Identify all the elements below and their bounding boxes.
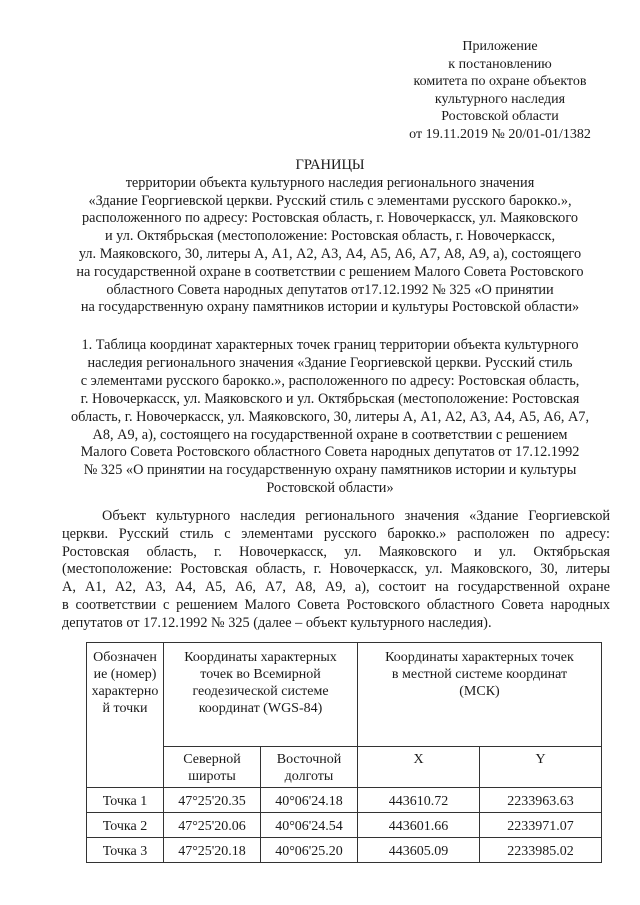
appendix-date-line: от 19.11.2019 № 20/01-01/1382 (409, 126, 591, 142)
section-line: область, г. Новочеркасск, ул. Маяковского, 30, литеры А, А1, А2, А3, А4, А5, А6, А7, (70, 408, 590, 425)
body-paragraph (62, 508, 610, 633)
header-text: (МСК) (459, 684, 500, 699)
section-line: г. Новочеркасск, ул. Маяковского и ул. Октябрьская (местоположение: Ростовская (80, 390, 580, 407)
x-value: 443605.09 (358, 838, 480, 863)
header-text: точек во Всемирной (200, 667, 321, 682)
appendix-line: комитета по охране объектов (413, 74, 587, 90)
header-latitude (164, 747, 261, 788)
title-line: территории объекта культурного наследия регионального значения (125, 174, 535, 191)
header-point-designation (87, 643, 164, 788)
section-line: с элементами русского барокко.», расположенного по адресу: Ростовская область, (80, 372, 580, 389)
header-text: Восточной (276, 752, 342, 767)
paragraph-line: А, А1, А2, А3, А4, А5, А6, А7, А8, А9, а), состоит на государственной охране (62, 579, 610, 596)
appendix-line: к постановлению (448, 56, 552, 72)
table-header-row (87, 643, 602, 747)
header-x: X (358, 747, 480, 788)
longitude-value: 40°06'25.20 (261, 838, 358, 863)
paragraph-line: в соответствии с решением Малого Совета Ростовского областного Совета народных (62, 596, 610, 613)
appendix-line: культурного наследия (434, 91, 566, 107)
title-line: и ул. Октябрьская (местоположение: Ростовская область, г. Новочеркасск, (104, 228, 556, 245)
section-line: наследия регионального значения «Здание Георгиевской церкви. Русский стиль (87, 354, 573, 371)
section-line: А8, А9, а), состоящего на государственной охране в соответствии с решением (92, 426, 568, 443)
header-text: широты (188, 769, 236, 784)
paragraph-line: (местоположение: Ростовская область, г. Новочеркасск, ул. Маяковского, 30, литеры (62, 561, 610, 578)
section-line: Малого Совета Ростовского областного Совета народных депутатов от 17.12.1992 (80, 444, 580, 461)
header-text: долготы (284, 769, 334, 784)
table-row (87, 788, 602, 813)
header-text: й точки (102, 701, 148, 716)
section-line: 1. Таблица координат характерных точек границ территории объекта культурного (81, 337, 579, 353)
paragraph-line: церкви. Русский стиль с элементами русского барокко.» расположен по адресу: (62, 525, 610, 542)
y-value: 2233985.02 (480, 838, 602, 863)
title-line: расположенного по адресу: Ростовская область, г. Новочеркасск, ул. Маяковского (82, 210, 578, 227)
title-line: «Здание Георгиевской церкви. Русский стиль с элементами русского барокко.», (88, 192, 572, 209)
latitude-value: 47°25'20.06 (164, 813, 261, 838)
longitude-value: 40°06'24.54 (261, 813, 358, 838)
header-wgs84-group (164, 643, 358, 747)
appendix-line: Приложение (462, 39, 538, 54)
title-line: на государственной охране в соответствии с решением Малого Совета Ростовского (76, 263, 584, 280)
section-line: № 325 «О принятии на государственную охрану памятников истории и культуры (83, 462, 577, 479)
x-value: 443601.66 (358, 813, 480, 838)
header-msk-group (358, 643, 602, 747)
point-name: Точка 3 (87, 838, 164, 863)
paragraph-line: Объект культурного наследия регионального значения «Здание Георгиевской (102, 508, 610, 524)
y-value: 2233963.63 (480, 788, 602, 813)
document-heading: ГРАНИЦЫ (295, 157, 365, 173)
x-value: 443610.72 (358, 788, 480, 813)
document-title-block (40, 157, 620, 317)
latitude-value: 47°25'20.18 (164, 838, 261, 863)
header-text: координат (WGS-84) (198, 701, 323, 716)
header-longitude (261, 747, 358, 788)
header-text: Обозначен (93, 650, 157, 665)
paragraph-line: депутатов от 17.12.1992 № 325 (далее – объект культурного наследия). (62, 614, 492, 631)
title-line: областного Совета народных депутатов от17.12.1992 № 325 «О принятии (106, 281, 554, 298)
point-name: Точка 1 (87, 788, 164, 813)
section-1-heading (40, 337, 620, 498)
header-text: геодезической системе (192, 684, 329, 699)
header-text: Координаты характерных точек (385, 650, 574, 665)
header-text: в местной системе координат (391, 667, 568, 682)
title-line: ул. Маяковского, 30, литеры А, А1, А2, А3, А4, А5, А6, А7, А8, А9, а), состоящего (78, 245, 582, 262)
title-line: на государственную охрану памятников истории и культуры Ростовской области» (80, 299, 580, 316)
coordinates-table (86, 642, 602, 863)
latitude-value: 47°25'20.35 (164, 788, 261, 813)
header-text: ие (номер) (93, 667, 157, 682)
header-text: характерно (91, 684, 159, 699)
section-line: Ростовской области» (266, 480, 394, 497)
y-value: 2233971.07 (480, 813, 602, 838)
table-subheader-row (87, 747, 602, 788)
appendix-header (380, 38, 620, 144)
point-name: Точка 2 (87, 813, 164, 838)
table-row (87, 813, 602, 838)
longitude-value: 40°06'24.18 (261, 788, 358, 813)
table-row (87, 838, 602, 863)
header-text: Координаты характерных (184, 650, 337, 665)
header-y: Y (480, 747, 602, 788)
header-text: Северной (183, 752, 241, 767)
paragraph-line: Ростовская область, г. Новочеркасск, ул. Маяковского и ул. Октябрьская (62, 543, 610, 560)
appendix-line: Ростовской области (441, 109, 559, 125)
